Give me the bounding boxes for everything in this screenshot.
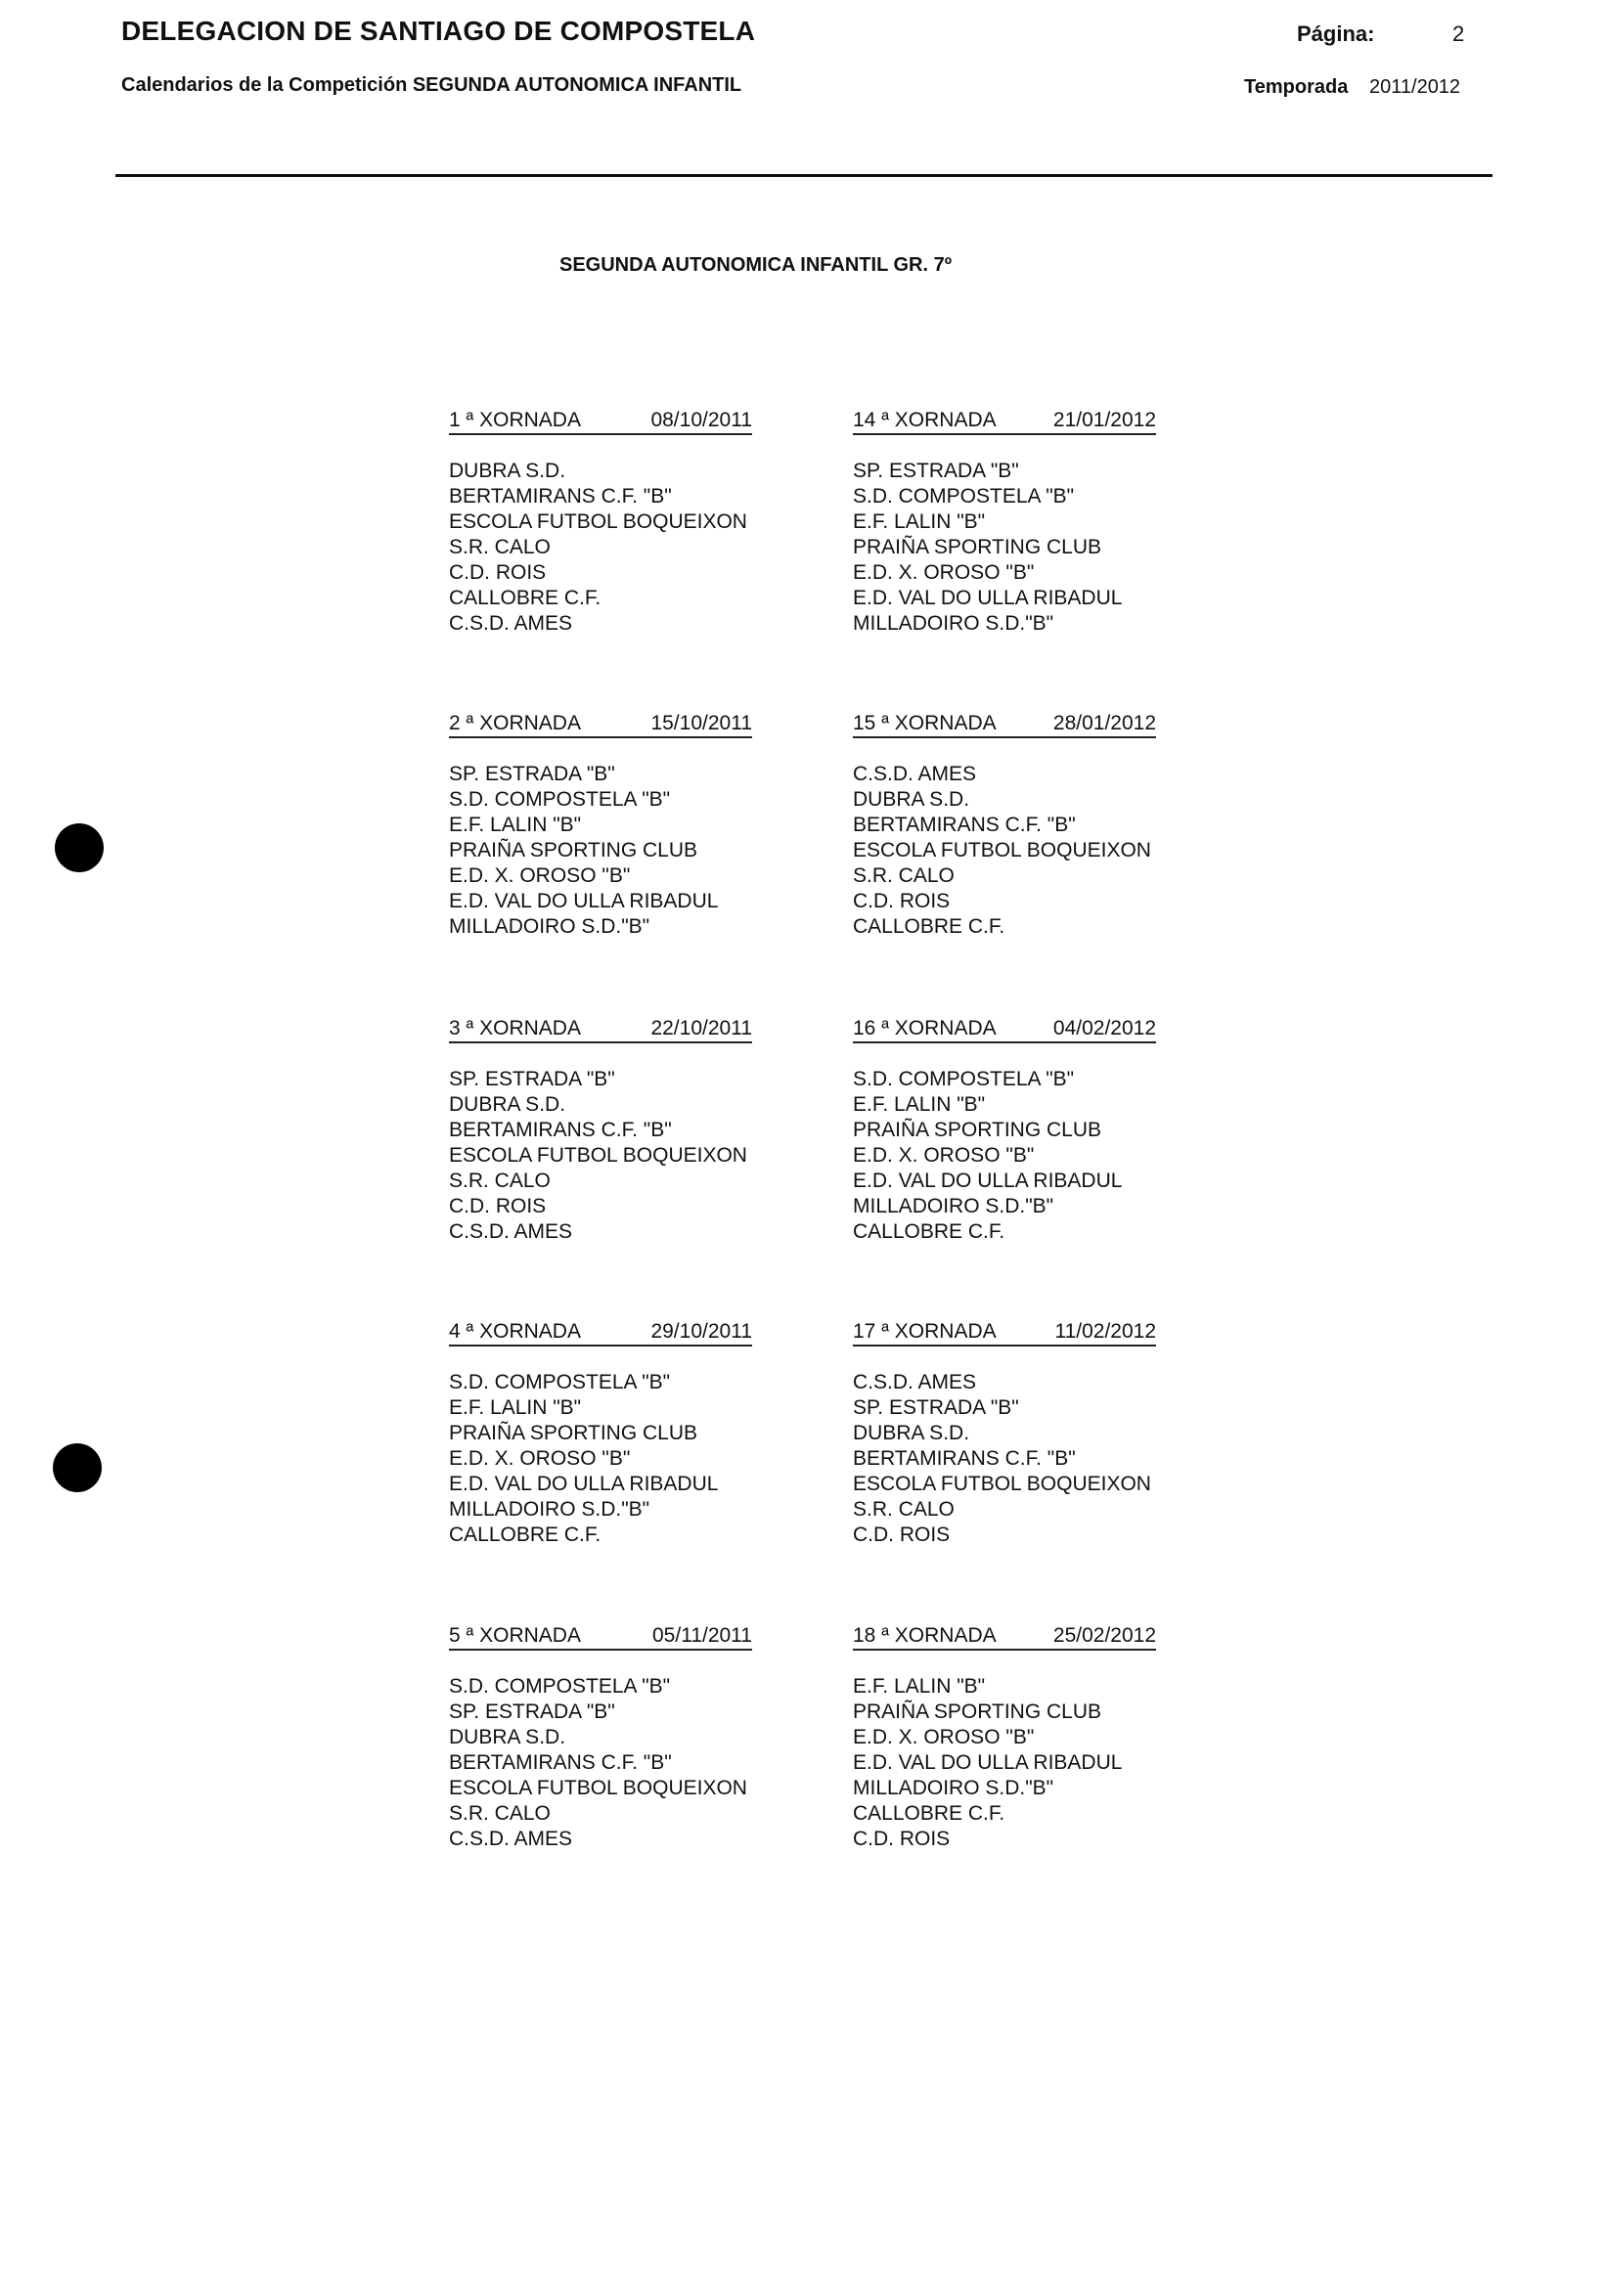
team-name: CALLOBRE C.F. [853, 915, 1005, 938]
team-name: C.S.D. AMES [449, 1220, 573, 1243]
team-name: C.D. ROIS [853, 1523, 951, 1546]
team-name: BERTAMIRANS C.F. "B" [853, 1447, 1076, 1470]
team-name: PRAIÑA SPORTING CLUB [449, 1422, 698, 1444]
header-divider [115, 174, 1493, 177]
season-label: Temporada [1244, 76, 1349, 98]
team-name: MILLADOIRO S.D."B" [853, 1777, 1054, 1799]
team-name: SP. ESTRADA "B" [853, 1396, 1019, 1419]
team-name: ESCOLA FUTBOL BOQUEIXON [449, 1144, 747, 1167]
team-name: PRAIÑA SPORTING CLUB [449, 839, 698, 861]
team-name: CALLOBRE C.F. [449, 587, 602, 609]
team-name: DUBRA S.D. [449, 1093, 566, 1116]
round-date: 28/01/2012 [1052, 712, 1156, 734]
team-name: C.D. ROIS [449, 1195, 547, 1217]
team-list [853, 1067, 1156, 1245]
team-name: PRAIÑA SPORTING CLUB [853, 1700, 1102, 1723]
round-date: 04/02/2012 [1052, 1017, 1156, 1039]
team-name: ESCOLA FUTBOL BOQUEIXON [853, 839, 1151, 861]
team-name: MILLADOIRO S.D."B" [853, 1195, 1054, 1217]
team-name: ESCOLA FUTBOL BOQUEIXON [449, 510, 747, 533]
round-header [853, 1017, 1156, 1043]
team-name: BERTAMIRANS C.F. "B" [449, 1119, 672, 1141]
punch-hole-bottom [53, 1443, 102, 1492]
team-name: E.D. VAL DO ULLA RIBADUL [853, 1170, 1123, 1192]
team-name: S.D. COMPOSTELA "B" [449, 1675, 671, 1698]
team-name: CALLOBRE C.F. [853, 1220, 1005, 1243]
team-name: C.D. ROIS [853, 890, 951, 912]
round-label: 14 ª XORNADA [853, 409, 997, 431]
punch-hole-top [55, 823, 104, 872]
team-name: BERTAMIRANS C.F. "B" [449, 485, 672, 508]
team-name: S.D. COMPOSTELA "B" [853, 485, 1075, 508]
team-name: S.D. COMPOSTELA "B" [449, 788, 671, 811]
team-name: SP. ESTRADA "B" [449, 763, 615, 785]
team-name: SP. ESTRADA "B" [449, 1700, 615, 1723]
team-name: C.S.D. AMES [853, 763, 977, 785]
team-name: E.D. X. OROSO "B" [853, 1144, 1035, 1167]
team-name: MILLADOIRO S.D."B" [449, 915, 650, 938]
team-name: SP. ESTRADA "B" [853, 460, 1019, 482]
round-label: 1 ª XORNADA [449, 409, 581, 431]
team-name: E.D. X. OROSO "B" [449, 1447, 631, 1470]
team-name: DUBRA S.D. [449, 1726, 566, 1748]
team-name: MILLADOIRO S.D."B" [449, 1498, 650, 1521]
round-block [853, 1320, 1156, 1548]
round-date: 15/10/2011 [650, 712, 752, 734]
round-label: 15 ª XORNADA [853, 712, 997, 734]
team-name: E.F. LALIN "B" [449, 814, 582, 836]
round-label: 3 ª XORNADA [449, 1017, 581, 1039]
team-name: DUBRA S.D. [449, 460, 566, 482]
round-header [449, 1320, 752, 1347]
team-name: E.D. X. OROSO "B" [853, 1726, 1035, 1748]
round-block [449, 1624, 752, 1852]
round-label: 18 ª XORNADA [853, 1624, 997, 1647]
page-label: Página: [1297, 22, 1375, 46]
team-list [449, 1370, 752, 1548]
team-name: S.R. CALO [449, 536, 551, 558]
round-label: 2 ª XORNADA [449, 712, 581, 734]
team-name: C.S.D. AMES [853, 1371, 977, 1393]
team-name: C.S.D. AMES [449, 612, 573, 635]
team-name: DUBRA S.D. [853, 1422, 970, 1444]
team-name: E.D. VAL DO ULLA RIBADUL [853, 587, 1123, 609]
group-title: SEGUNDA AUTONOMICA INFANTIL GR. 7º [559, 254, 953, 276]
team-name: PRAIÑA SPORTING CLUB [853, 1119, 1102, 1141]
team-name: E.F. LALIN "B" [449, 1396, 582, 1419]
team-name: S.R. CALO [449, 1802, 551, 1825]
round-block [853, 409, 1156, 637]
team-name: E.F. LALIN "B" [853, 1093, 986, 1116]
round-date: 22/10/2011 [650, 1017, 752, 1039]
round-header [449, 712, 752, 738]
team-name: MILLADOIRO S.D."B" [853, 612, 1054, 635]
team-name: E.D. VAL DO ULLA RIBADUL [449, 1473, 719, 1495]
team-list [853, 1674, 1156, 1852]
round-block [853, 712, 1156, 940]
team-name: S.R. CALO [853, 1498, 955, 1521]
round-block [449, 1320, 752, 1548]
round-block [449, 409, 752, 637]
team-name: C.S.D. AMES [449, 1828, 573, 1850]
round-block [853, 1017, 1156, 1245]
page-number: 2 [1452, 22, 1465, 46]
team-name: E.F. LALIN "B" [853, 1675, 986, 1698]
round-date: 25/02/2012 [1052, 1624, 1156, 1647]
team-name: E.D. X. OROSO "B" [853, 561, 1035, 584]
team-name: CALLOBRE C.F. [449, 1523, 602, 1546]
team-name: PRAIÑA SPORTING CLUB [853, 536, 1102, 558]
round-label: 4 ª XORNADA [449, 1320, 581, 1343]
team-name: E.F. LALIN "B" [853, 510, 986, 533]
team-list [449, 1674, 752, 1852]
round-header [449, 409, 752, 435]
team-name: S.D. COMPOSTELA "B" [449, 1371, 671, 1393]
team-list [853, 762, 1156, 940]
team-name: DUBRA S.D. [853, 788, 970, 811]
round-label: 16 ª XORNADA [853, 1017, 997, 1039]
document-subtitle: Calendarios de la Competición SEGUNDA AUTONOMICA INFANTIL [121, 74, 742, 96]
team-name: E.D. X. OROSO "B" [449, 864, 631, 887]
team-name: ESCOLA FUTBOL BOQUEIXON [449, 1777, 747, 1799]
round-header [853, 1624, 1156, 1651]
team-name: C.D. ROIS [853, 1828, 951, 1850]
team-name: S.R. CALO [853, 864, 955, 887]
team-name: SP. ESTRADA "B" [449, 1068, 615, 1090]
round-label: 5 ª XORNADA [449, 1624, 581, 1647]
round-block [853, 1624, 1156, 1852]
round-date: 11/02/2012 [1054, 1320, 1156, 1343]
team-list [449, 762, 752, 940]
team-name: BERTAMIRANS C.F. "B" [853, 814, 1076, 836]
team-list [449, 1067, 752, 1245]
round-date: 08/10/2011 [650, 409, 752, 431]
team-name: BERTAMIRANS C.F. "B" [449, 1751, 672, 1774]
team-list [853, 1370, 1156, 1548]
team-list [853, 459, 1156, 637]
team-list [449, 459, 752, 637]
round-header [449, 1017, 752, 1043]
round-header [853, 1320, 1156, 1347]
team-name: S.D. COMPOSTELA "B" [853, 1068, 1075, 1090]
season-value: 2011/2012 [1369, 76, 1461, 98]
round-label: 17 ª XORNADA [853, 1320, 997, 1343]
round-header [853, 409, 1156, 435]
round-block [449, 1017, 752, 1245]
team-name: E.D. VAL DO ULLA RIBADUL [853, 1751, 1123, 1774]
team-name: C.D. ROIS [449, 561, 547, 584]
document-title: DELEGACION DE SANTIAGO DE COMPOSTELA [121, 16, 756, 46]
team-name: S.R. CALO [449, 1170, 551, 1192]
round-header [853, 712, 1156, 738]
round-block [449, 712, 752, 940]
team-name: CALLOBRE C.F. [853, 1802, 1005, 1825]
round-date: 05/11/2011 [652, 1624, 752, 1647]
round-header [449, 1624, 752, 1651]
team-name: E.D. VAL DO ULLA RIBADUL [449, 890, 719, 912]
round-date: 21/01/2012 [1052, 409, 1156, 431]
team-name: ESCOLA FUTBOL BOQUEIXON [853, 1473, 1151, 1495]
round-date: 29/10/2011 [650, 1320, 752, 1343]
